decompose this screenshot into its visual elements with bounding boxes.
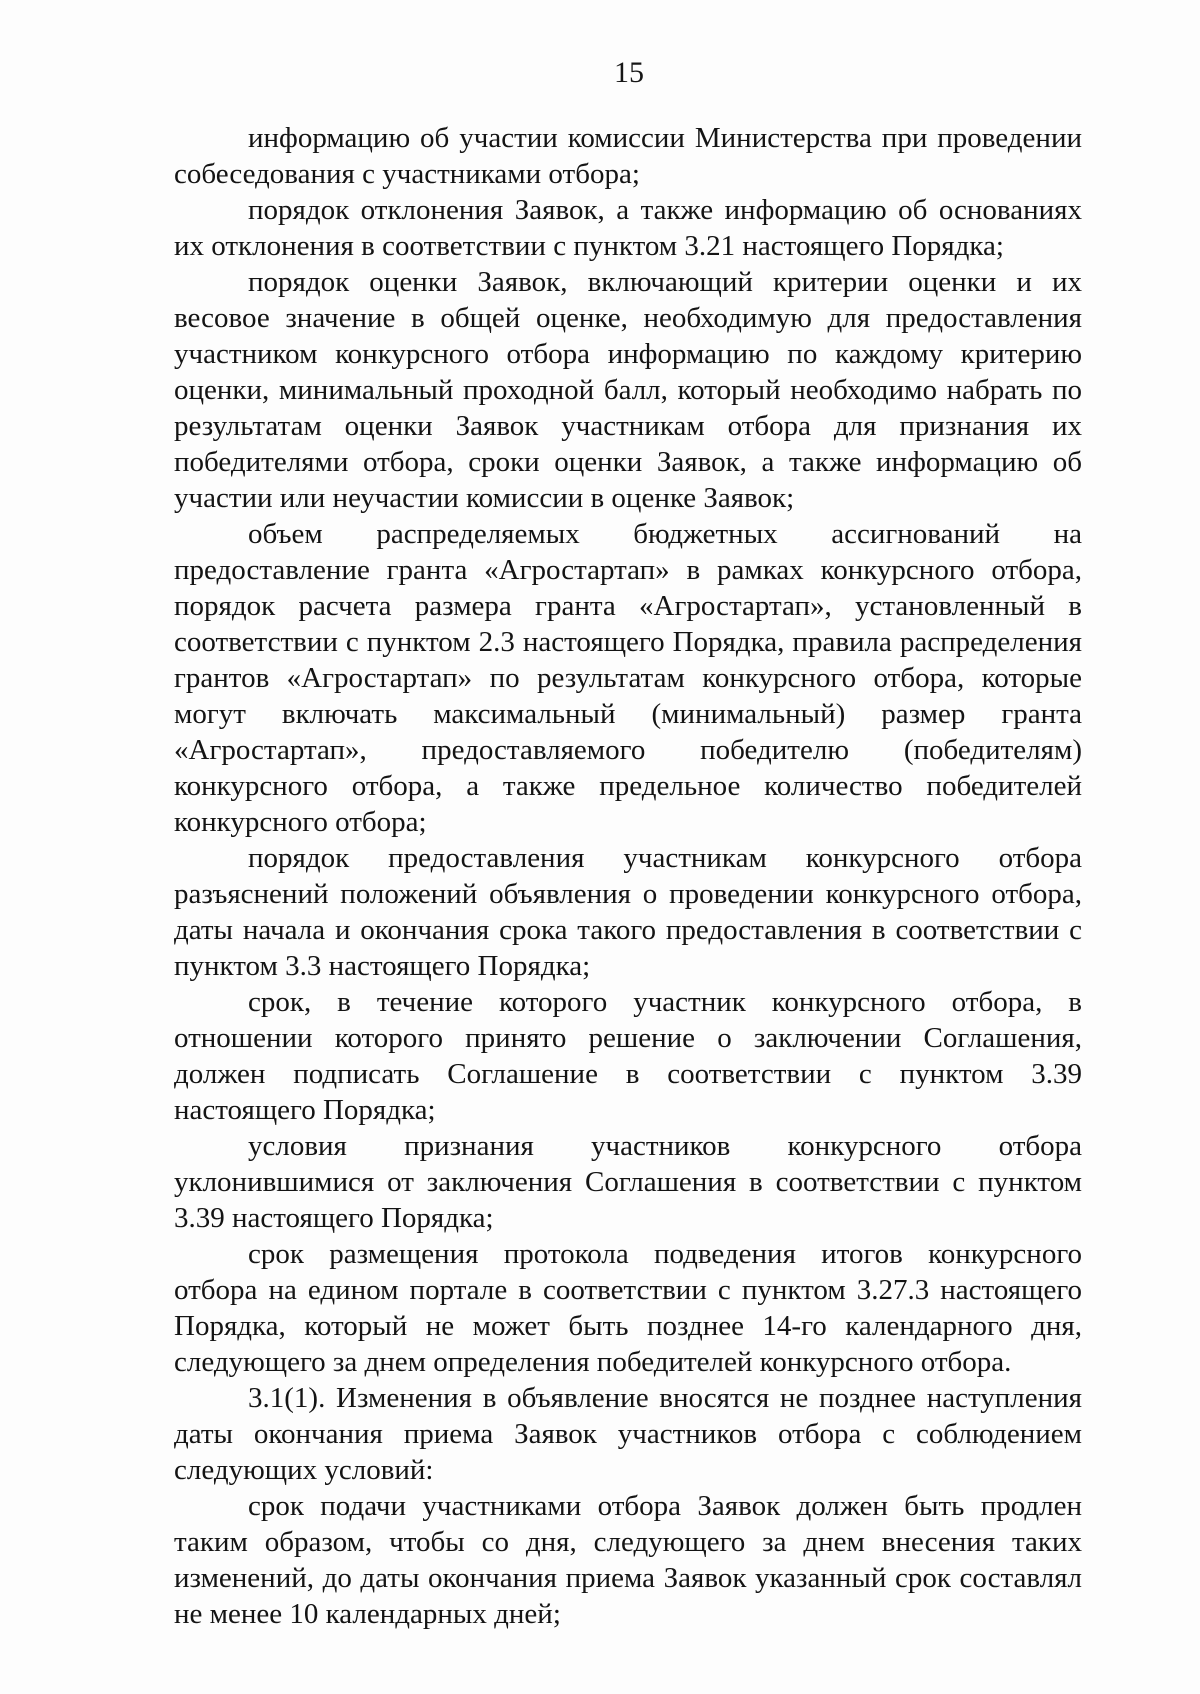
paragraph-protocol-publication: срок размещения протокола подведения итогов конкурсного отбора на едином портале в соответствии с пунктом 3.27.3 настоящего Порядка, который не может быть позднее 14-го календарного дня, следующего за днем определения победителей конкурсного отбора. xyxy=(174,1238,1082,1378)
paragraph-section-3-1-1: 3.1(1). Изменения в объявление вносятся не позднее наступления даты окончания приема Заявок участников отбора с соблюдением следующих условий: xyxy=(174,1382,1082,1486)
paragraph-submission-extension: срок подачи участниками отбора Заявок должен быть продлен таким образом, чтобы со дня, следующего за днем внесения таких изменений, до даты окончания приема Заявок указанный срок составлял не менее 10 календарных дней; xyxy=(174,1490,1082,1630)
paragraph-rejection-procedure: порядок отклонения Заявок, а также информацию об основаниях их отклонения в соответствии с пунктом 3.21 настоящего Порядка; xyxy=(174,194,1082,262)
paragraph-commission-interview: информацию об участии комиссии Министерства при проведении собеседования с участниками отбора; xyxy=(174,122,1082,190)
paragraph-signing-term: срок, в течение которого участник конкурсного отбора, в отношении которого принято решение о заключении Соглашения, должен подписать Соглашение в соответствии с пунктом 3.39 настоящего Порядка; xyxy=(174,986,1082,1126)
paragraph-budget-allocation: объем распределяемых бюджетных ассигнований на предоставление гранта «Агростартап» в рамках конкурсного отбора, порядок расчета размера гранта «Агростартап», установленный в соответствии с пунктом 2.3 настоящего Порядка, правила распределения грантов «Агростартап» по результатам конкурсного отбора, которые могут включать максимальный (минимальный) размер гранта «Агростартап», предоставляемого победителю (победителям) конкурсного отбора, а также предельное количество победителей конкурсного отбора; xyxy=(174,518,1082,838)
page-number: 15 xyxy=(614,56,644,89)
paragraph-evasion-conditions: условия признания участников конкурсного отбора уклонившимися от заключения Соглашения в соответствии с пунктом 3.39 настоящего Порядка; xyxy=(174,1130,1082,1234)
paragraph-evaluation-procedure: порядок оценки Заявок, включающий критерии оценки и их весовое значение в общей оценке, необходимую для предоставления участником конкурсного отбора информацию по каждому критерию оценки, минимальный проходной балл, который необходимо набрать по результатам оценки Заявок участникам отбора для признания их победителями отбора, сроки оценки Заявок, а также информацию об участии или неучастии комиссии в оценке Заявок; xyxy=(174,266,1082,514)
paragraph-clarifications: порядок предоставления участникам конкурсного отбора разъяснений положений объявления о проведении конкурсного отбора, даты начала и окончания срока такого предоставления в соответствии с пунктом 3.3 настоящего Порядка; xyxy=(174,842,1082,982)
document-body xyxy=(174,120,1082,1632)
